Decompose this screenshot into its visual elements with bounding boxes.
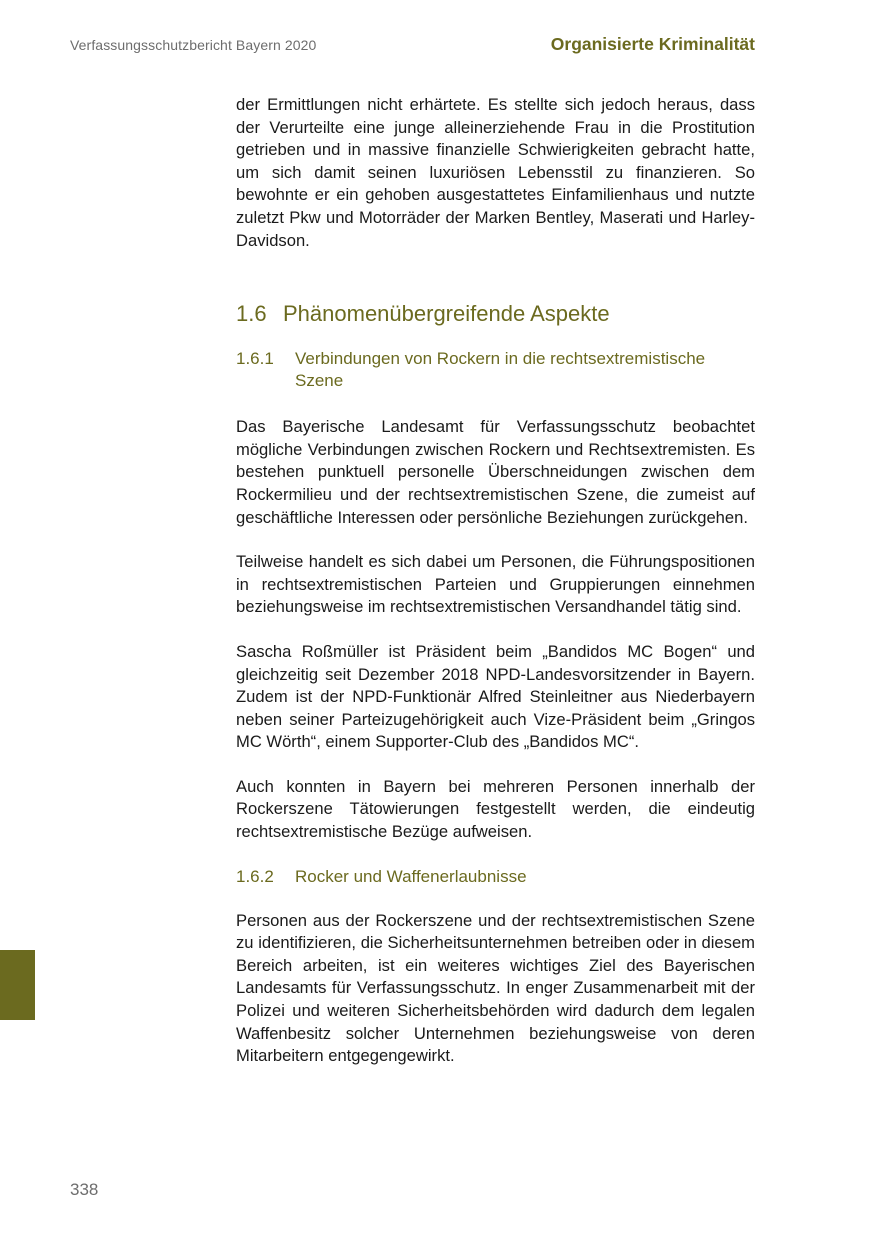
page-content xyxy=(236,94,755,1068)
chapter-tab-marker xyxy=(0,950,35,1020)
section-heading xyxy=(236,300,755,328)
running-head-chapter: Organisierte Kriminalität xyxy=(550,34,755,54)
paragraph-3: Sascha Roßmüller ist Präsident beim „Bandidos MC Bogen“ und gleichzeitig seit Dezember 2018 NPD-Landesvorsitzender in Bayern. Zudem ist der NPD-Funktionär Alfred Steinleitner aus Niederbayern neben seiner Parteizugehörigkeit auch Vize-Präsident beim „Gringos MC Wörth“, einem Supporter-Club des „Bandidos MC“. xyxy=(236,641,755,752)
section-number: 1.6 xyxy=(236,301,267,327)
subsection-heading-1 xyxy=(236,348,755,392)
paragraph-4: Auch konnten in Bayern bei mehreren Personen innerhalb der Rockerszene Tätowierungen festgestellt werden, die eindeutig rechtsextremistische Bezüge aufweisen. xyxy=(236,776,755,842)
subsection-number-1: 1.6.1 xyxy=(236,349,274,369)
paragraph-2: Teilweise handelt es sich dabei um Personen, die Führungspositionen in rechtsextremistischen Parteien und Gruppierungen einnehmen beziehungsweise im rechtsextremistischen Versandhandel tätig sind. xyxy=(236,552,755,617)
running-head-title: Verfassungsschutzbericht Bayern 2020 xyxy=(70,37,317,53)
paragraph-continued: der Ermittlungen nicht erhärtete. Es stellte sich jedoch heraus, dass der Verurteilte eine junge alleinerziehende Frau in die Prostitution getrieben und in massive finanzielle Schwierigkeiten gebracht hatte, um sich damit seinen luxuriösen Lebensstil zu finanzieren. So bewohnte er ein gehoben ausgestattetes Einfamilienhaus und nutzte zuletzt Pkw und Motorräder der Marken Bentley, Maserati und Harley-Davidson. xyxy=(236,95,755,250)
subsection-number-2: 1.6.2 xyxy=(236,866,274,886)
paragraph-5: Personen aus der Rockerszene und der rechtsextremistischen Szene zu identifizieren, die Sicherheitsunternehmen betreiben oder in diesem Bereich arbeiten, ist ein weiteres wichtiges Ziel des Bayerischen Landesamts für Verfassungsschutz. In enger Zusammenarbeit mit der Polizei und weiteren Sicherheitsbehörden wird dadurch dem legalen Waffenbesitz solcher Unternehmen beziehungsweise von deren Mitarbeitern entgegengewirkt. xyxy=(236,910,755,1066)
paragraph-1: Das Bayerische Landesamt für Verfassungsschutz beobachtet mögliche Verbindungen zwischen Rockern und Rechtsextremisten. Es bestehen punktuell personelle Überschneidungen zwischen dem Rockermilieu und der rechtsextremistischen Szene, die zumeist auf geschäftliche Interessen oder persönliche Beziehungen zurückgehen. xyxy=(236,417,755,527)
page-number: 338 xyxy=(70,1180,99,1199)
section-title: Phänomenübergreifende Aspekte xyxy=(283,301,610,327)
subsection-title-1: Verbindungen von Rockern in die rechtsextremistische Szene xyxy=(295,349,706,391)
subsection-heading-2 xyxy=(236,866,755,888)
subsection-title-2: Rocker und Waffenerlaubnisse xyxy=(295,866,527,886)
